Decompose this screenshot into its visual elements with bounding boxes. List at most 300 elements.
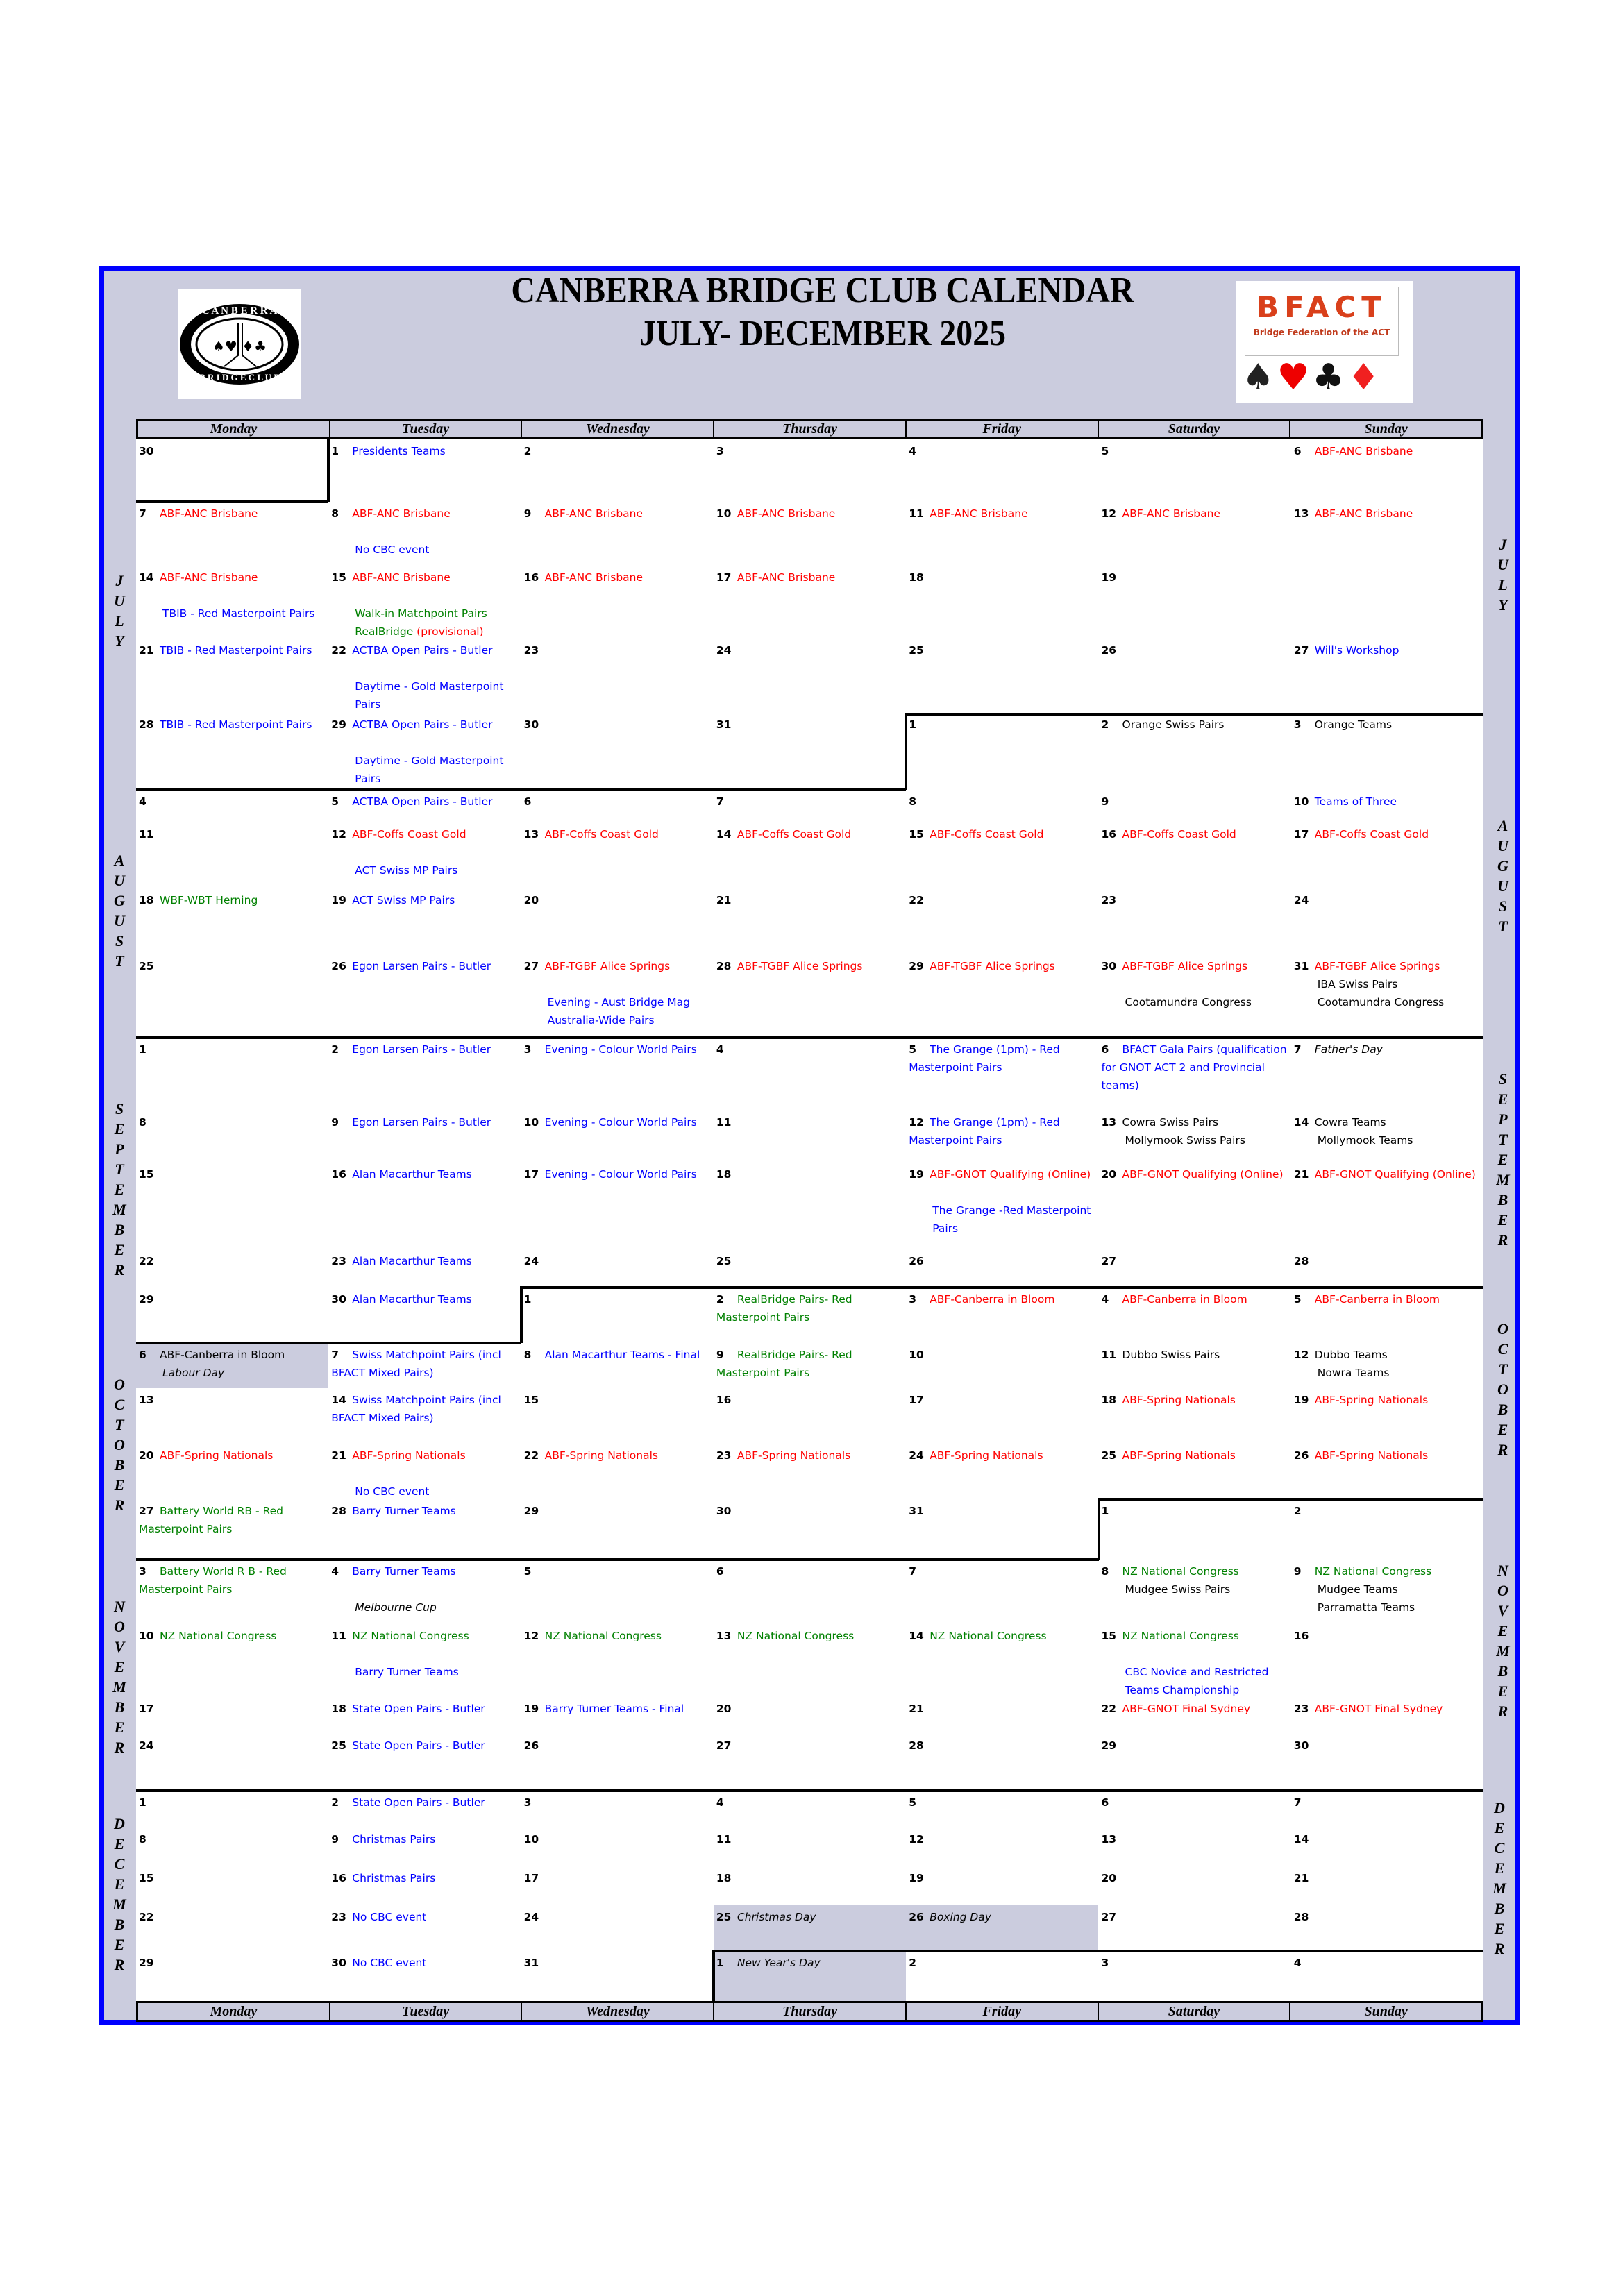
event-label[interactable]: ABF-TGBF Alice Springs — [544, 960, 671, 972]
day-cell[interactable] — [1099, 1343, 1291, 1388]
event-label[interactable]: Egon Larsen Pairs - Butler — [352, 960, 491, 972]
day-cell[interactable] — [328, 790, 521, 822]
day-cell[interactable] — [906, 1951, 1098, 2001]
day-cell[interactable] — [136, 1163, 328, 1249]
event-label[interactable]: Parramatta Teams — [1317, 1601, 1415, 1614]
day-cell[interactable] — [714, 1444, 906, 1499]
day-cell[interactable] — [906, 639, 1098, 713]
day-cell[interactable] — [906, 502, 1098, 566]
event-label[interactable]: ABF-ANC Brisbane — [1314, 445, 1413, 457]
day-cell[interactable] — [136, 713, 328, 790]
day-cell[interactable] — [906, 1827, 1098, 1866]
day-cell[interactable] — [714, 1560, 906, 1624]
day-cell[interactable] — [1291, 1624, 1483, 1697]
day-cell[interactable] — [1291, 639, 1483, 713]
event-label[interactable]: ABF-TGBF Alice Springs — [1122, 960, 1248, 972]
day-cell[interactable] — [714, 1499, 906, 1560]
event-label[interactable]: ABF-TGBF Alice Springs — [1314, 960, 1440, 972]
event-label[interactable]: TBIB - Red Masterpoint Pairs — [160, 718, 312, 731]
event-label[interactable]: ACTBA Open Pairs - Butler — [352, 795, 493, 808]
event-label[interactable]: ABF-Canberra in Bloom — [1122, 1293, 1247, 1306]
day-cell[interactable] — [136, 954, 328, 1038]
event-label[interactable]: ABF-Canberra in Bloom — [1314, 1293, 1440, 1306]
day-cell[interactable] — [714, 1791, 906, 1827]
day-cell[interactable] — [1291, 1951, 1483, 2001]
day-cell[interactable] — [136, 888, 328, 954]
day-cell[interactable] — [906, 1624, 1098, 1697]
event-label[interactable]: Barry Turner Teams — [352, 1565, 456, 1578]
event-label[interactable]: RealBridge Pairs- Red Masterpoint Pairs — [716, 1293, 852, 1324]
day-cell[interactable] — [906, 1697, 1098, 1734]
event-label[interactable]: ABF-ANC Brisbane — [352, 507, 451, 520]
event-label[interactable]: ABF-Coffs Coast Gold — [1314, 828, 1429, 841]
day-cell[interactable] — [1291, 1499, 1483, 1560]
event-label[interactable]: ABF-GNOT Qualifying (Online) — [1122, 1168, 1284, 1181]
day-cell[interactable] — [1291, 1560, 1483, 1624]
day-cell[interactable] — [1291, 790, 1483, 822]
day-cell[interactable] — [1291, 1249, 1483, 1288]
day-cell[interactable] — [521, 1560, 714, 1624]
day-cell[interactable] — [328, 639, 521, 713]
day-cell[interactable] — [1099, 790, 1291, 822]
day-cell[interactable] — [906, 1444, 1098, 1499]
day-cell[interactable] — [521, 1499, 714, 1560]
event-label[interactable]: The Grange -Red Masterpoint Pairs — [932, 1204, 1091, 1235]
event-label[interactable]: ABF-Coffs Coast Gold — [352, 828, 466, 841]
day-cell[interactable] — [521, 1111, 714, 1163]
event-label[interactable]: Daytime - Gold Masterpoint Pairs — [355, 680, 504, 711]
day-cell[interactable] — [1291, 566, 1483, 639]
day-cell[interactable] — [1099, 1388, 1291, 1444]
day-cell[interactable] — [136, 1560, 328, 1624]
day-cell[interactable] — [1291, 1444, 1483, 1499]
day-cell[interactable] — [906, 713, 1098, 790]
day-cell[interactable] — [906, 1343, 1098, 1388]
event-label[interactable]: Barry Turner Teams — [352, 1505, 456, 1517]
day-cell[interactable] — [1099, 1734, 1291, 1791]
day-cell[interactable] — [521, 1624, 714, 1697]
event-label[interactable]: Boxing Day — [930, 1911, 991, 1923]
event-label[interactable]: ABF-Spring Nationals — [544, 1449, 658, 1462]
event-label[interactable]: Labour Day — [162, 1367, 225, 1379]
day-cell[interactable] — [136, 1343, 328, 1388]
day-cell[interactable] — [136, 1388, 328, 1444]
day-cell[interactable] — [906, 888, 1098, 954]
event-label[interactable]: New Year's Day — [737, 1957, 821, 1969]
event-label[interactable]: NZ National Congress — [1314, 1565, 1432, 1578]
day-cell[interactable] — [714, 1951, 906, 2001]
day-cell[interactable] — [906, 1288, 1098, 1343]
day-cell[interactable] — [328, 1905, 521, 1951]
event-label[interactable]: ABF-ANC Brisbane — [160, 571, 258, 584]
day-cell[interactable] — [1291, 1163, 1483, 1249]
day-cell[interactable] — [1099, 1444, 1291, 1499]
day-cell[interactable] — [906, 1734, 1098, 1791]
day-cell[interactable] — [1291, 1288, 1483, 1343]
event-label[interactable]: RealBridge Pairs- Red Masterpoint Pairs — [716, 1349, 852, 1379]
day-cell[interactable] — [906, 566, 1098, 639]
day-cell[interactable] — [906, 439, 1098, 502]
event-label[interactable]: Evening - Colour World Pairs — [544, 1116, 697, 1129]
day-cell[interactable] — [1099, 1791, 1291, 1827]
event-label[interactable]: ABF-TGBF Alice Springs — [737, 960, 863, 972]
day-cell[interactable] — [714, 1866, 906, 1905]
day-cell[interactable] — [328, 1343, 521, 1388]
day-cell[interactable] — [521, 1343, 714, 1388]
event-label[interactable]: ABF-ANC Brisbane — [930, 507, 1028, 520]
day-cell[interactable] — [1291, 1866, 1483, 1905]
day-cell[interactable] — [906, 790, 1098, 822]
event-label[interactable]: ABF-Spring Nationals — [737, 1449, 851, 1462]
day-cell[interactable] — [1099, 1560, 1291, 1624]
day-cell[interactable] — [1099, 1905, 1291, 1951]
event-label[interactable]: Evening - Colour World Pairs — [544, 1043, 697, 1056]
day-cell[interactable] — [328, 1697, 521, 1734]
event-label[interactable]: RealBridge (provisional) — [355, 625, 484, 638]
event-label[interactable]: ABF-Spring Nationals — [1122, 1449, 1236, 1462]
event-label[interactable]: Melbourne Cup — [355, 1601, 437, 1614]
event-label[interactable]: Will's Workshop — [1314, 644, 1399, 657]
event-label[interactable]: ACT Swiss MP Pairs — [355, 864, 458, 877]
event-label[interactable]: ABF-Spring Nationals — [352, 1449, 466, 1462]
day-cell[interactable] — [328, 1560, 521, 1624]
day-cell[interactable] — [136, 1791, 328, 1827]
event-label[interactable]: Orange Teams — [1314, 718, 1393, 731]
event-label[interactable]: ABF-TGBF Alice Springs — [930, 960, 1055, 972]
day-cell[interactable] — [521, 888, 714, 954]
day-cell[interactable] — [714, 1388, 906, 1444]
day-cell[interactable] — [1099, 1163, 1291, 1249]
event-label[interactable]: ABF-Spring Nationals — [1122, 1394, 1236, 1406]
event-label[interactable]: Alan Macarthur Teams - Final — [544, 1349, 700, 1361]
day-cell[interactable] — [714, 1111, 906, 1163]
event-label[interactable]: Presidents Teams — [352, 445, 446, 457]
event-label[interactable]: ABF-Spring Nationals — [160, 1449, 274, 1462]
day-cell[interactable] — [136, 822, 328, 888]
day-cell[interactable] — [328, 1951, 521, 2001]
day-cell[interactable] — [1099, 1499, 1291, 1560]
day-cell[interactable] — [136, 639, 328, 713]
event-label[interactable]: Alan Macarthur Teams — [352, 1168, 472, 1181]
day-cell[interactable] — [136, 1624, 328, 1697]
event-label[interactable]: Christmas Pairs — [352, 1872, 436, 1884]
day-cell[interactable] — [714, 1288, 906, 1343]
day-cell[interactable] — [714, 1038, 906, 1111]
event-label[interactable]: Mudgee Teams — [1317, 1583, 1398, 1596]
event-label[interactable]: No CBC event — [352, 1957, 427, 1969]
day-cell[interactable] — [714, 1734, 906, 1791]
event-label[interactable]: ACT Swiss MP Pairs — [352, 894, 455, 906]
day-cell[interactable] — [1099, 1827, 1291, 1866]
day-cell[interactable] — [136, 566, 328, 639]
event-label[interactable]: Walk-in Matchpoint Pairs — [355, 607, 487, 620]
event-label[interactable]: ACTBA Open Pairs - Butler — [352, 718, 493, 731]
event-label[interactable]: Teams of Three — [1314, 795, 1397, 808]
day-cell[interactable] — [521, 1866, 714, 1905]
day-cell[interactable] — [136, 1905, 328, 1951]
event-label[interactable]: TBIB - Red Masterpoint Pairs — [160, 644, 312, 657]
day-cell[interactable] — [1099, 566, 1291, 639]
day-cell[interactable] — [521, 1288, 714, 1343]
day-cell[interactable] — [1099, 502, 1291, 566]
day-cell[interactable] — [1099, 1111, 1291, 1163]
day-cell[interactable] — [136, 1697, 328, 1734]
event-label[interactable]: Mollymook Teams — [1317, 1134, 1413, 1147]
event-label[interactable]: Egon Larsen Pairs - Butler — [352, 1043, 491, 1056]
event-label[interactable]: Cootamundra Congress — [1317, 996, 1445, 1008]
event-label[interactable]: ABF-Canberra in Bloom — [160, 1349, 285, 1361]
day-cell[interactable] — [714, 822, 906, 888]
day-cell[interactable] — [328, 1791, 521, 1827]
event-label[interactable]: Mollymook Swiss Pairs — [1125, 1134, 1245, 1147]
day-cell[interactable] — [136, 790, 328, 822]
day-cell[interactable] — [521, 566, 714, 639]
event-label[interactable]: ABF-Coffs Coast Gold — [1122, 828, 1236, 841]
event-label[interactable]: ABF-ANC Brisbane — [737, 571, 836, 584]
day-cell[interactable] — [1291, 1734, 1483, 1791]
day-cell[interactable] — [328, 822, 521, 888]
day-cell[interactable] — [1291, 1038, 1483, 1111]
day-cell[interactable] — [328, 1866, 521, 1905]
event-label[interactable]: Evening - Colour World Pairs — [544, 1168, 697, 1181]
day-cell[interactable] — [328, 502, 521, 566]
day-cell[interactable] — [1099, 1288, 1291, 1343]
day-cell[interactable] — [1099, 1866, 1291, 1905]
day-cell[interactable] — [521, 713, 714, 790]
day-cell[interactable] — [328, 1388, 521, 1444]
day-cell[interactable] — [714, 1343, 906, 1388]
day-cell[interactable] — [906, 1111, 1098, 1163]
day-cell[interactable] — [136, 1038, 328, 1111]
event-label[interactable]: NZ National Congress — [930, 1630, 1047, 1642]
day-cell[interactable] — [1099, 1249, 1291, 1288]
day-cell[interactable] — [714, 639, 906, 713]
day-cell[interactable] — [1291, 1827, 1483, 1866]
day-cell[interactable] — [1291, 1791, 1483, 1827]
day-cell[interactable] — [714, 790, 906, 822]
event-label[interactable]: Cowra Teams — [1314, 1116, 1386, 1129]
event-label[interactable]: Dubbo Teams — [1314, 1349, 1388, 1361]
day-cell[interactable] — [328, 1827, 521, 1866]
event-label[interactable]: Dubbo Swiss Pairs — [1122, 1349, 1220, 1361]
event-label[interactable]: Christmas Day — [737, 1911, 816, 1923]
day-cell[interactable] — [136, 1444, 328, 1499]
day-cell[interactable] — [136, 1499, 328, 1560]
event-label[interactable]: WBF-WBT Herning — [160, 894, 258, 906]
day-cell[interactable] — [906, 1866, 1098, 1905]
day-cell[interactable] — [328, 1288, 521, 1343]
event-label[interactable]: State Open Pairs - Butler — [352, 1796, 485, 1809]
day-cell[interactable] — [521, 502, 714, 566]
event-label[interactable]: ABF-Spring Nationals — [1314, 1394, 1429, 1406]
day-cell[interactable] — [1291, 1111, 1483, 1163]
day-cell[interactable] — [328, 1624, 521, 1697]
event-label[interactable]: ABF-Spring Nationals — [930, 1449, 1043, 1462]
day-cell[interactable] — [136, 1827, 328, 1866]
day-cell[interactable] — [521, 1444, 714, 1499]
day-cell[interactable] — [1099, 954, 1291, 1038]
day-cell[interactable] — [136, 502, 328, 566]
day-cell[interactable] — [714, 1163, 906, 1249]
day-cell[interactable] — [328, 1499, 521, 1560]
event-label[interactable]: Barry Turner Teams — [355, 1666, 459, 1678]
event-label[interactable]: ABF-Coffs Coast Gold — [930, 828, 1044, 841]
event-label[interactable]: No CBC event — [355, 543, 430, 556]
event-label[interactable]: Christmas Pairs — [352, 1833, 436, 1846]
day-cell[interactable] — [521, 1951, 714, 2001]
day-cell[interactable] — [521, 1249, 714, 1288]
day-cell[interactable] — [906, 1249, 1098, 1288]
day-cell[interactable] — [521, 1734, 714, 1791]
event-label[interactable]: Swiss Matchpoint Pairs (incl BFACT Mixed Pairs) — [331, 1349, 501, 1379]
event-label[interactable]: ABF-ANC Brisbane — [544, 571, 644, 584]
day-cell[interactable] — [136, 1866, 328, 1905]
event-label[interactable]: The Grange (1pm) - Red Masterpoint Pairs — [909, 1116, 1060, 1147]
event-label[interactable]: ABF-ANC Brisbane — [1122, 507, 1220, 520]
day-cell[interactable] — [1099, 822, 1291, 888]
day-cell[interactable] — [328, 566, 521, 639]
day-cell[interactable] — [1099, 639, 1291, 713]
day-cell[interactable] — [714, 439, 906, 502]
day-cell[interactable] — [1291, 1388, 1483, 1444]
day-cell[interactable] — [714, 713, 906, 790]
event-label[interactable]: Cootamundra Congress — [1125, 996, 1252, 1008]
day-cell[interactable] — [1291, 502, 1483, 566]
event-label[interactable]: State Open Pairs - Butler — [352, 1703, 485, 1715]
event-label[interactable]: NZ National Congress — [737, 1630, 855, 1642]
day-cell[interactable] — [1099, 1697, 1291, 1734]
day-cell[interactable] — [906, 1388, 1098, 1444]
day-cell[interactable] — [1291, 1905, 1483, 1951]
day-cell[interactable] — [714, 1697, 906, 1734]
day-cell[interactable] — [136, 439, 328, 502]
event-label[interactable]: ABF-Coffs Coast Gold — [737, 828, 852, 841]
event-label[interactable]: ABF-GNOT Final Sydney — [1314, 1703, 1443, 1715]
event-label[interactable]: Mudgee Swiss Pairs — [1125, 1583, 1231, 1596]
day-cell[interactable] — [1099, 1951, 1291, 2001]
event-label[interactable]: ABF-Spring Nationals — [1314, 1449, 1429, 1462]
day-cell[interactable] — [328, 439, 521, 502]
day-cell[interactable] — [906, 822, 1098, 888]
event-label[interactable]: IBA Swiss Pairs — [1317, 978, 1398, 990]
day-cell[interactable] — [521, 822, 714, 888]
event-label[interactable]: ABF-ANC Brisbane — [160, 507, 258, 520]
day-cell[interactable] — [1291, 822, 1483, 888]
day-cell[interactable] — [714, 1249, 906, 1288]
event-label[interactable]: Daytime - Gold Masterpoint Pairs — [355, 754, 504, 785]
day-cell[interactable] — [521, 954, 714, 1038]
day-cell[interactable] — [521, 790, 714, 822]
day-cell[interactable] — [521, 1388, 714, 1444]
event-label[interactable]: Alan Macarthur Teams — [352, 1255, 472, 1267]
day-cell[interactable] — [906, 1163, 1098, 1249]
day-cell[interactable] — [328, 954, 521, 1038]
event-label[interactable]: ABF-ANC Brisbane — [352, 571, 451, 584]
event-label[interactable]: Evening - Aust Bridge Mag Australia-Wide Pairs — [547, 996, 691, 1027]
day-cell[interactable] — [521, 639, 714, 713]
event-label[interactable]: ABF-Coffs Coast Gold — [544, 828, 659, 841]
day-cell[interactable] — [136, 1951, 328, 2001]
event-label[interactable]: Nowra Teams — [1317, 1367, 1390, 1379]
day-cell[interactable] — [714, 1905, 906, 1951]
event-label[interactable]: Father's Day — [1314, 1043, 1383, 1056]
day-cell[interactable] — [1099, 1038, 1291, 1111]
day-cell[interactable] — [906, 1560, 1098, 1624]
event-label[interactable]: The Grange (1pm) - Red Masterpoint Pairs — [909, 1043, 1060, 1074]
day-cell[interactable] — [1291, 1343, 1483, 1388]
event-label[interactable]: ABF-ANC Brisbane — [737, 507, 836, 520]
day-cell[interactable] — [1291, 1697, 1483, 1734]
event-label[interactable]: ABF-GNOT Final Sydney — [1122, 1703, 1251, 1715]
day-cell[interactable] — [328, 1249, 521, 1288]
day-cell[interactable] — [906, 1038, 1098, 1111]
event-label[interactable]: ABF-Canberra in Bloom — [930, 1293, 1055, 1306]
day-cell[interactable] — [906, 1499, 1098, 1560]
event-label[interactable]: Swiss Matchpoint Pairs (incl BFACT Mixed Pairs) — [331, 1394, 501, 1424]
event-label[interactable]: No CBC event — [355, 1485, 430, 1498]
event-label[interactable]: NZ National Congress — [1122, 1565, 1239, 1578]
event-label[interactable]: Battery World RB - Red Masterpoint Pairs — [139, 1505, 283, 1535]
day-cell[interactable] — [1099, 888, 1291, 954]
day-cell[interactable] — [1291, 888, 1483, 954]
event-label[interactable]: Egon Larsen Pairs - Butler — [352, 1116, 491, 1129]
day-cell[interactable] — [1099, 1624, 1291, 1697]
event-label[interactable]: BFACT Gala Pairs (qualification for GNOT ACT 2 and Provincial teams) — [1101, 1043, 1287, 1092]
day-cell[interactable] — [906, 954, 1098, 1038]
event-label[interactable]: Battery World R B - Red Masterpoint Pairs — [139, 1565, 287, 1596]
event-label[interactable]: CBC Novice and Restricted Teams Championship — [1125, 1666, 1269, 1696]
day-cell[interactable] — [328, 1111, 521, 1163]
event-label[interactable]: ABF-ANC Brisbane — [544, 507, 644, 520]
day-cell[interactable] — [906, 1791, 1098, 1827]
day-cell[interactable] — [328, 1038, 521, 1111]
event-label[interactable]: TBIB - Red Masterpoint Pairs — [162, 607, 315, 620]
day-cell[interactable] — [521, 1905, 714, 1951]
day-cell[interactable] — [1291, 954, 1483, 1038]
event-label[interactable]: NZ National Congress — [1122, 1630, 1239, 1642]
day-cell[interactable] — [521, 1827, 714, 1866]
day-cell[interactable] — [136, 1249, 328, 1288]
event-label[interactable]: NZ National Congress — [160, 1630, 277, 1642]
event-label[interactable]: NZ National Congress — [352, 1630, 469, 1642]
day-cell[interactable] — [1291, 713, 1483, 790]
day-cell[interactable] — [136, 1734, 328, 1791]
day-cell[interactable] — [136, 1288, 328, 1343]
day-cell[interactable] — [714, 954, 906, 1038]
day-cell[interactable] — [328, 713, 521, 790]
event-label[interactable]: Barry Turner Teams - Final — [544, 1703, 684, 1715]
day-cell[interactable] — [1099, 713, 1291, 790]
day-cell[interactable] — [328, 1734, 521, 1791]
day-cell[interactable] — [521, 1038, 714, 1111]
day-cell[interactable] — [521, 439, 714, 502]
event-label[interactable]: ABF-GNOT Qualifying (Online) — [1314, 1168, 1476, 1181]
day-cell[interactable] — [906, 1905, 1098, 1951]
day-cell[interactable] — [136, 1111, 328, 1163]
event-label[interactable]: NZ National Congress — [544, 1630, 662, 1642]
event-label[interactable]: State Open Pairs - Butler — [352, 1739, 485, 1752]
day-cell[interactable] — [521, 1697, 714, 1734]
day-cell[interactable] — [328, 888, 521, 954]
event-label[interactable]: ABF-ANC Brisbane — [1314, 507, 1413, 520]
day-cell[interactable] — [521, 1791, 714, 1827]
event-label[interactable]: No CBC event — [352, 1911, 427, 1923]
day-cell[interactable] — [714, 888, 906, 954]
day-cell[interactable] — [714, 1624, 906, 1697]
day-cell[interactable] — [1099, 439, 1291, 502]
day-cell[interactable] — [1291, 439, 1483, 502]
day-cell[interactable] — [714, 1827, 906, 1866]
